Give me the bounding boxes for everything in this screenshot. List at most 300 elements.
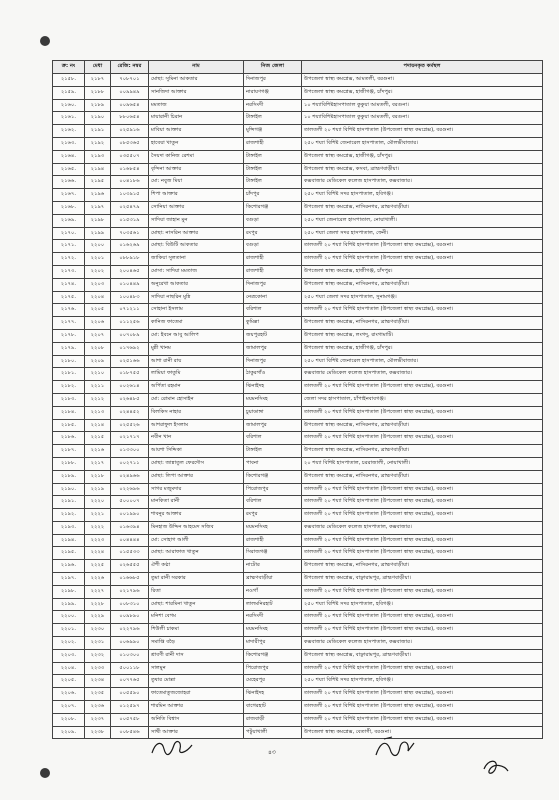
- cell-name: মোছা: শারমিনা খাতুন: [149, 598, 244, 611]
- table-row: [53, 265, 543, 278]
- cell-posting-place: তালতলী ২০ শয্যা বিশিষ্ট হাসপাতাল (উপজেলা স্বাস্থ্য কমপ্লেক্স), বরগুনা।: [302, 240, 543, 253]
- table-row: [53, 662, 543, 675]
- cell-name: অনুরেখা আকতার: [149, 278, 244, 291]
- cell-name: সানজিদা আক্তার: [149, 86, 244, 99]
- cell-home-district: নরসিংদী: [244, 99, 302, 112]
- cell-serial: ২১৬৬.: [53, 176, 85, 189]
- cell-merit: ২২৩৬: [85, 701, 111, 714]
- cell-serial: ২২০৩.: [53, 649, 85, 662]
- cell-merit: ২২৩৩: [85, 662, 111, 675]
- cell-merit: ২২৩৮: [85, 726, 111, 739]
- cell-posting-place: ২৫০ শয্যা বিশিষ্ট সদর হাসপাতাল, হবিগঞ্জ।: [302, 189, 543, 202]
- cell-name: সাদিয়া জাহান মুন: [149, 214, 244, 227]
- cell-merit: ২২০৩: [85, 278, 111, 291]
- header-merit: মেধা: [85, 61, 111, 74]
- cell-serial: ২১৭১.: [53, 240, 85, 253]
- cell-merit: ২২১৮: [85, 470, 111, 483]
- cell-serial: ২১৮৯.: [53, 470, 85, 483]
- table-row: [53, 432, 543, 445]
- cell-serial: ২২০০.: [53, 611, 85, 624]
- cell-name: আয়শা সিদ্দিকা: [149, 445, 244, 458]
- cell-merit: ২২১৭: [85, 457, 111, 470]
- cell-reg-no: ০১৩৩০০: [111, 445, 149, 458]
- cell-posting-place: কক্সবাজার মেডিকেল কলেজ হাসপাতাল, কক্সবাজার।: [302, 368, 543, 381]
- cell-merit: ২২২৫: [85, 560, 111, 573]
- cell-home-district: ব্রাহ্মণবাড়ীয়া: [244, 573, 302, 586]
- cell-reg-no: ০২২৭৯৬: [111, 624, 149, 637]
- cell-serial: ২২০২.: [53, 637, 85, 650]
- cell-posting-place: তালতলী ২০ শয্যা বিশিষ্ট হাসপাতাল (উপজেলা স্বাস্থ্য কমপ্লেক্স), বরগুনা।: [302, 125, 543, 138]
- cell-posting-place: উপজেলা স্বাস্থ্য কমপ্লেক্স, আমতলী, বরগুনা।: [302, 74, 543, 87]
- cell-serial: ২২০৬.: [53, 688, 85, 701]
- cell-serial: ২১৯৪.: [53, 534, 85, 547]
- cell-name: আশরাফুল ইসলাম: [149, 419, 244, 432]
- cell-posting-place: উপজেলা স্বাস্থ্য কমপ্লেক্স, লংগদু, রাংগামাটি।: [302, 329, 543, 342]
- cell-name: মুন্নী খানম: [149, 342, 244, 355]
- table-row: [53, 86, 543, 99]
- table-row: [53, 675, 543, 688]
- cell-merit: ২২০০: [85, 240, 111, 253]
- cell-home-district: রাজশাহী: [244, 253, 302, 266]
- cell-home-district: নেত্রকোনা: [244, 291, 302, 304]
- cell-merit: ২২০৬: [85, 317, 111, 330]
- table-header: [53, 61, 543, 74]
- cell-reg-no: ০১০৪৪৯: [111, 278, 149, 291]
- posting-roster-table: [52, 60, 543, 739]
- cell-serial: ২১৮৩.: [53, 393, 85, 406]
- cell-reg-no: ০১২৫৯৭: [111, 701, 149, 714]
- cell-posting-place: তালতলী ২০ শয্যা বিশিষ্ট হাসপাতাল (উপজেলা স্বাস্থ্য কমপ্লেক্স), বরগুনা।: [302, 611, 543, 624]
- cell-posting-place: উপজেলা স্বাস্থ্য কমপ্লেক্স, কসবা, ব্রাহ্মণবাড়ীয়া।: [302, 163, 543, 176]
- table-row: [53, 445, 543, 458]
- cell-reg-no: ০০৭৭৬৫: [111, 675, 149, 688]
- cell-merit: ২২২৩: [85, 534, 111, 547]
- cell-reg-no: ০১১২৫৬: [111, 317, 149, 330]
- cell-home-district: ময়মনসিংহ: [244, 393, 302, 406]
- table-row: [53, 393, 543, 406]
- cell-reg-no: ৭০৮৭০১: [111, 74, 149, 87]
- cell-name: মো: রোমান হোসাইন: [149, 393, 244, 406]
- cell-merit: ২২২৮: [85, 598, 111, 611]
- cell-merit: ২২২৪: [85, 547, 111, 560]
- table-row: [53, 726, 543, 739]
- cell-merit: ২১৯৮: [85, 214, 111, 227]
- cell-name: আশা রানী রায়: [149, 355, 244, 368]
- cell-merit: ২২০৪: [85, 291, 111, 304]
- table-row: [53, 406, 543, 419]
- cell-posting-place: তালতলী ২০ শয্যা বিশিষ্ট হাসপাতাল (উপজেলা স্বাস্থ্য কমপ্লেক্স), বরগুনা।: [302, 381, 543, 394]
- cell-reg-no: ০২৪৪৫২: [111, 406, 149, 419]
- table-row: [53, 137, 543, 150]
- cell-posting-place: উপজেলা স্বাস্থ্য কমপ্লেক্স, হাজীগঞ্জ, চাঁদপুর।: [302, 150, 543, 163]
- cell-home-district: রাজশাহী: [244, 137, 302, 150]
- cell-reg-no: ০১৭৬৯২: [111, 342, 149, 355]
- table-row: [53, 585, 543, 598]
- cell-home-district: পিরোজপুর: [244, 483, 302, 496]
- cell-name: তুষার মোল্লা: [149, 675, 244, 688]
- handwritten-mark: [478, 755, 514, 779]
- cell-posting-place: উপজেলা স্বাস্থ্য কমপ্লেক্স, নাসিরনগর, ব্রাহ্মণবাড়ীয়া।: [302, 278, 543, 291]
- cell-name: মাবিয়া আক্তার: [149, 125, 244, 138]
- cell-name: সোহানা ইসলাম: [149, 304, 244, 317]
- cell-merit: ২১৯৫: [85, 176, 111, 189]
- table-row: [53, 611, 543, 624]
- cell-name: মোছা: বিউটি আকতার: [149, 240, 244, 253]
- cell-posting-place: তালতলী ২০ শয্যা বিশিষ্ট হাসপাতাল (উপজেলা স্বাস্থ্য কমপ্লেক্স), বরগুনা।: [302, 304, 543, 317]
- cell-merit: ২২৩৪: [85, 675, 111, 688]
- cell-reg-no: ০০১৯৯০: [111, 509, 149, 522]
- cell-posting-place: কক্সবাজার মেডিকেল কলেজ হাসপাতাল, কক্সবাজার।: [302, 176, 543, 189]
- cell-posting-place: জেলা সদর হাসপাতাল, চাঁপাইনবাবগঞ্জ।: [302, 393, 543, 406]
- cell-posting-place: উপজেলা স্বাস্থ্য কমপ্লেক্স, বেতাগী, বরগুনা।: [302, 726, 543, 739]
- cell-posting-place: উপজেলা স্বাস্থ্য কমপ্লেক্স, নাসিরনগর, ব্রাহ্মণবাড়ীয়া।: [302, 419, 543, 432]
- table-row: [53, 368, 543, 381]
- cell-home-district: টাঙ্গাইল: [244, 150, 302, 163]
- table-row: [53, 304, 543, 317]
- cell-merit: ২১৯৬: [85, 189, 111, 202]
- cell-serial: ২১৭৯.: [53, 342, 85, 355]
- cell-home-district: মুন্সিগঞ্জ: [244, 125, 302, 138]
- table-row: [53, 457, 543, 470]
- cell-merit: ২২১৩: [85, 406, 111, 419]
- header-reg-no: রেজি: নম্বর: [111, 61, 149, 74]
- cell-name: মানকিতা রানী: [149, 496, 244, 509]
- cell-reg-no: ০০৯৮৯০: [111, 611, 149, 624]
- cell-posting-place: ২৫০ শয্যা জেনারেল হাসপাতাল, নোয়াখালী।: [302, 214, 543, 227]
- cell-merit: ২১৯৩: [85, 150, 111, 163]
- cell-name: সালমুন: [149, 662, 244, 675]
- cell-home-district: সিরাজগঞ্জ: [244, 547, 302, 560]
- cell-merit: ২২১৫: [85, 432, 111, 445]
- cell-serial: ২১৯৬.: [53, 560, 85, 573]
- cell-serial: ২১৯৯.: [53, 598, 85, 611]
- cell-home-district: ময়মনসিংহ: [244, 624, 302, 637]
- cell-serial: ২১৯৭.: [53, 573, 85, 586]
- header-serial: ক্র: নং: [53, 61, 85, 74]
- cell-merit: ২২২১: [85, 509, 111, 522]
- cell-name: মো: ইবনে আবু আলিপ: [149, 329, 244, 342]
- cell-merit: ২২০২: [85, 265, 111, 278]
- cell-serial: ২২০৮.: [53, 713, 85, 726]
- cell-reg-no: ০২৫৪৭৯: [111, 201, 149, 214]
- cell-merit: ২২২২: [85, 521, 111, 534]
- cell-name: শিউলী চাকমা: [149, 624, 244, 637]
- cell-merit: ২২২০: [85, 496, 111, 509]
- cell-serial: ২২০৯.: [53, 726, 85, 739]
- cell-reg-no: ৫০০১১৮: [111, 662, 149, 675]
- cell-serial: ২১৬৯.: [53, 214, 85, 227]
- table-row: [53, 419, 543, 432]
- cell-merit: ২১৯১: [85, 125, 111, 138]
- cell-serial: ২১৬২.: [53, 125, 85, 138]
- cell-name: ঐশী কণ্ঠা: [149, 560, 244, 573]
- table-row: [53, 201, 543, 214]
- cell-serial: ২১৬৭.: [53, 189, 85, 202]
- cell-merit: ২১৮৭: [85, 74, 111, 87]
- cell-home-district: বগুড়া: [244, 240, 302, 253]
- cell-merit: ২১৯২: [85, 137, 111, 150]
- cell-reg-no: ০০৮৫৪৬: [111, 726, 149, 739]
- cell-reg-no: ০৮৮৯১৮: [111, 253, 149, 266]
- cell-posting-place: ২৫০ শয্যা বিশিষ্ট জেনারেল হাসপাতাল, মৌলভীবাজার।: [302, 137, 543, 150]
- cell-posting-place: কক্সবাজার মেডিকেল কলেজ হাসপাতাল, কক্সবাজার।: [302, 637, 543, 650]
- cell-posting-place: উপজেলা স্বাস্থ্য কমপ্লেক্স, বাঞ্ছারামপুর, ব্রাহ্মণবাড়ীয়া।: [302, 649, 543, 662]
- cell-name: কানিজ ফাতেমা: [149, 317, 244, 330]
- cell-name: সোনিয়া আক্তার: [149, 201, 244, 214]
- cell-name: অর্পিতা রহমান: [149, 381, 244, 394]
- cell-serial: ২১৭৭.: [53, 317, 85, 330]
- cell-home-district: দিনাজপুর: [244, 278, 302, 291]
- cell-reg-no: ১০০৪৮৩: [111, 291, 149, 304]
- cell-name: মোসা: সাদিয়া মমতাজ: [149, 265, 244, 278]
- table-row: [53, 355, 543, 368]
- table-row: [53, 470, 543, 483]
- cell-name: ফাতেমাতুজজোহরা: [149, 688, 244, 701]
- cell-name: মমতাজ: [149, 99, 244, 112]
- cell-merit: ২২৩৫: [85, 688, 111, 701]
- table-body: [53, 74, 543, 739]
- cell-reg-no: ০২৬৫৫৫: [111, 560, 149, 573]
- cell-serial: ২১৮৫.: [53, 419, 85, 432]
- cell-name: মায়ারানী চিরান: [149, 112, 244, 125]
- table-row: [53, 701, 543, 714]
- cell-merit: ২১৯৯: [85, 227, 111, 240]
- cell-merit: ২১৯০: [85, 112, 111, 125]
- table-row: [53, 227, 543, 240]
- signature-right: [370, 735, 420, 765]
- cell-serial: ২১৬৪.: [53, 150, 85, 163]
- table-row: [53, 624, 543, 637]
- cell-serial: ২১৮০.: [53, 355, 85, 368]
- cell-posting-place: তালতলী ২০ শয্যা বিশিষ্ট হাসপাতাল (উপজেলা স্বাস্থ্য কমপ্লেক্স), বরগুনা।: [302, 585, 543, 598]
- cell-name: শিপা আক্তার: [149, 189, 244, 202]
- cell-merit: ২২১৬: [85, 445, 111, 458]
- cell-name: সাথী আক্তার: [149, 726, 244, 739]
- cell-merit: ২১৯৭: [85, 201, 111, 214]
- cell-reg-no: ০১৬২৬৯: [111, 240, 149, 253]
- cell-home-district: টাঙ্গাইল: [244, 163, 302, 176]
- cell-merit: ২১৮৯: [85, 99, 111, 112]
- cell-reg-no: ০১৫৩১৯: [111, 214, 149, 227]
- cell-reg-no: ০০২৬১৪: [111, 381, 149, 394]
- cell-posting-place: ২৫০ শয্যা বিশিষ্ট সদর হাসপাতাল, হবিগঞ্জ।: [302, 675, 543, 688]
- cell-home-district: দিনাজপুর: [244, 74, 302, 87]
- cell-merit: ২২২৬: [85, 573, 111, 586]
- cell-reg-no: ০২৫৫২৬: [111, 419, 149, 432]
- table-row: [53, 509, 543, 522]
- cell-posting-place: উপজেলা স্বাস্থ্য কমপ্লেক্স, বাঞ্ছারামপুর, ব্রাহ্মণবাড়ীয়া।: [302, 573, 543, 586]
- signature-left: [148, 735, 198, 761]
- cell-reg-no: ০২৪৯৬৬: [111, 470, 149, 483]
- table-row: [53, 547, 543, 560]
- cell-merit: ২২১৯: [85, 483, 111, 496]
- cell-reg-no: ০২৫১৬৬: [111, 355, 149, 368]
- cell-home-district: ঝিনাইদহ: [244, 381, 302, 394]
- cell-reg-no: ৭০৩৫৬১: [111, 227, 149, 240]
- cell-serial: ২১৭৩.: [53, 265, 85, 278]
- cell-posting-place: ২০ শয্যা বিশিষ্ট হাসপাতাল, চররাজালী, নোয়াখালী।: [302, 457, 543, 470]
- cell-home-district: নারায়ণগঞ্জ: [244, 86, 302, 99]
- cell-home-district: রংপুর: [244, 509, 302, 522]
- cell-reg-no: ০২৬৪৮৫: [111, 393, 149, 406]
- cell-posting-place: তালতলী ২০ শয্যা বিশিষ্ট হাসপাতাল (উপজেলা স্বাস্থ্য কমপ্লেক্স), বরগুনা।: [302, 662, 543, 675]
- punch-hole-top: [40, 36, 50, 46]
- cell-name: নবীন খান: [149, 432, 244, 445]
- cell-name: মিনহাজ উদ্দিন আহমেদ সজিব: [149, 521, 244, 534]
- cell-posting-place: তালতলী ২০ শয্যা বিশিষ্ট হাসপাতাল (উপজেলা স্বাস্থ্য কমপ্লেক্স), বরগুনা।: [302, 483, 543, 496]
- cell-serial: ২১৯০.: [53, 483, 85, 496]
- cell-reg-no: ০০৭০৮৯: [111, 329, 149, 342]
- cell-posting-place: উপজেলা স্বাস্থ্য কমপ্লেক্স, হাজীগঞ্জ, চাঁদপুর।: [302, 265, 543, 278]
- cell-merit: ২২৩১: [85, 637, 111, 650]
- cell-merit: ২২৩২: [85, 649, 111, 662]
- cell-name: মোছা: আরাফাত খাতুন: [149, 547, 244, 560]
- cell-reg-no: ০২২৬৯৬: [111, 483, 149, 496]
- cell-name: জাকিয়া সুলতানা: [149, 253, 244, 266]
- cell-serial: ২১৬৩.: [53, 137, 85, 150]
- cell-merit: ২২১২: [85, 393, 111, 406]
- cell-name: লামিয়া ফাতুমি: [149, 368, 244, 381]
- cell-home-district: চুয়াডাঙ্গা: [244, 406, 302, 419]
- cell-home-district: পটুয়াখালী: [244, 726, 302, 739]
- table-row: [53, 74, 543, 87]
- cell-reg-no: ০০৪১৮৬: [111, 176, 149, 189]
- table-row: [53, 342, 543, 355]
- cell-home-district: জয়পুরহাট: [244, 329, 302, 342]
- cell-home-district: নওগাঁ: [244, 585, 302, 598]
- cell-merit: ২২১১: [85, 381, 111, 394]
- cell-serial: ২১৭৬.: [53, 304, 85, 317]
- cell-posting-place: তালতলী ২০ শয্যা বিশিষ্ট হাসপাতাল (উপজেলা স্বাস্থ্য কমপ্লেক্স), বরগুনা।: [302, 432, 543, 445]
- cell-posting-place: উপজেলা স্বাস্থ্য কমপ্লেক্স, নাসিরনগর, ব্রাহ্মণবাড়ীয়া।: [302, 445, 543, 458]
- cell-serial: ২১৯১.: [53, 496, 85, 509]
- cell-home-district: পিরোজপুর: [244, 662, 302, 675]
- table-row: [53, 688, 543, 701]
- cell-reg-no: ০৭১২১১: [111, 304, 149, 317]
- cell-home-district: রংপুর: [244, 227, 302, 240]
- cell-name: বিলকিস নাহার: [149, 406, 244, 419]
- cell-reg-no: ০২৫৯১৬: [111, 125, 149, 138]
- header-name: নাম: [149, 61, 244, 74]
- cell-name: শাবনুর আক্তার: [149, 509, 244, 522]
- cell-reg-no: ০০৫৭৫৮: [111, 713, 149, 726]
- cell-home-district: বগুড়া: [244, 214, 302, 227]
- cell-name: মোছা: নাসরিন আক্তার: [149, 227, 244, 240]
- cell-reg-no: ০৩৫৫০৭: [111, 150, 149, 163]
- cell-name: শ্রাবণী রানী দাস: [149, 649, 244, 662]
- cell-posting-place: উপজেলা স্বাস্থ্য কমপ্লেক্স, হাজীগঞ্জ, চাঁদপুর।: [302, 86, 543, 99]
- cell-reg-no: ০৮৫৩৬৫: [111, 137, 149, 150]
- cell-posting-place: তালতলী ২০ শয্যা বিশিষ্ট হাসপাতাল (উপজেলা স্বাস্থ্য কমপ্লেক্স), বরগুনা।: [302, 406, 543, 419]
- cell-name: সাদিয়া নাছরিন মুন্নি: [149, 291, 244, 304]
- cell-posting-place: ২৫০ শয্যা জেলা সদর হাসপাতাল, ফেনী।: [302, 227, 543, 240]
- cell-serial: ২২০১.: [53, 624, 85, 637]
- cell-home-district: টাঙ্গাইল: [244, 112, 302, 125]
- cell-serial: ২১৯২.: [53, 509, 85, 522]
- cell-home-district: কিশোরগঞ্জ: [244, 470, 302, 483]
- cell-name: মনিশা বেগম: [149, 611, 244, 624]
- cell-posting-place: ২৫০ শয্যা জেলা সদর হাসপাতাল, সুনামগঞ্জ।: [302, 291, 543, 304]
- cell-home-district: চাঁদপুর: [244, 189, 302, 202]
- cell-home-district: টাঙ্গাইল: [244, 445, 302, 458]
- table-row: [53, 534, 543, 547]
- cell-home-district: বরিশাল: [244, 496, 302, 509]
- cell-reg-no: ২০০৪৬৫: [111, 265, 149, 278]
- table-row: [53, 214, 543, 227]
- cell-posting-place: ১০ শয্যাবিশিষ্টহাসপাতাল কুকুয়া আমতলী, বরগুনা।: [302, 112, 543, 125]
- cell-posting-place: কক্সবাজার মেডিকেল কলেজ হাসপাতাল, কক্সবাজার।: [302, 521, 543, 534]
- table-row: [53, 125, 543, 138]
- cell-serial: ২১৫৮.: [53, 74, 85, 87]
- cell-home-district: ঝিনাইদহ: [244, 688, 302, 701]
- cell-home-district: লালমনিরহাট: [244, 598, 302, 611]
- cell-serial: ২১৭৫.: [53, 291, 85, 304]
- table-row: [53, 637, 543, 650]
- cell-merit: ২২০৫: [85, 304, 111, 317]
- table-row: [53, 598, 543, 611]
- cell-name: তুমা রানী সরকার: [149, 573, 244, 586]
- table-row: [53, 240, 543, 253]
- table-row: [53, 150, 543, 163]
- cell-merit: ২২০৯: [85, 355, 111, 368]
- cell-home-district: মাদারীপুর: [244, 637, 302, 650]
- cell-posting-place: উপজেলা স্বাস্থ্য কমপ্লেক্স, নাসিরনগর, ব্রাহ্মণবাড়ীয়া।: [302, 560, 543, 573]
- cell-posting-place: উপজেলা স্বাস্থ্য কমপ্লেক্স, নাসিরনগর, ব্রাহ্মণবাড়ীয়া।: [302, 201, 543, 214]
- table-row: [53, 381, 543, 394]
- cell-posting-place: ২৫০ শয্যা বিশিষ্ট জেনারেল হাসপাতাল, মৌলভীবাজার।: [302, 355, 543, 368]
- cell-reg-no: ০০২৭১১: [111, 457, 149, 470]
- cell-serial: ২১৭৮.: [53, 329, 85, 342]
- cell-reg-no: ০২১৭১৭: [111, 432, 149, 445]
- cell-name: হাবেয়া খাতুন: [149, 137, 244, 150]
- cell-home-district: রাজবাড়ী: [244, 713, 302, 726]
- table-row: [53, 496, 543, 509]
- cell-home-district: কিশোরগঞ্জ: [244, 201, 302, 214]
- cell-name: মোছা: লিপা আক্তার: [149, 470, 244, 483]
- cell-reg-no: ০২১৭৯৬: [111, 585, 149, 598]
- cell-reg-no: ০০৫৫৯০: [111, 688, 149, 701]
- cell-posting-place: তালতলী ২০ শয্যা বিশিষ্ট হাসপাতাল (উপজেলা স্বাস্থ্য কমপ্লেক্স), বরগুনা।: [302, 509, 543, 522]
- cell-serial: ২১৭২.: [53, 253, 85, 266]
- cell-posting-place: তালতলী ২০ শয্যা বিশিষ্ট হাসপাতাল (উপজেলা স্বাস্থ্য কমপ্লেক্স), বরগুনা।: [302, 713, 543, 726]
- cell-serial: ২১৮৪.: [53, 406, 85, 419]
- cell-reg-no: ০১০৩০০: [111, 649, 149, 662]
- cell-serial: ২১৬০.: [53, 99, 85, 112]
- cell-serial: ২১৭০.: [53, 227, 85, 240]
- cell-reg-no: ১০৩৯১৫: [111, 189, 149, 202]
- cell-reg-no: ০১৬৬৮৫: [111, 573, 149, 586]
- cell-serial: ২১৫৯.: [53, 86, 85, 99]
- cell-serial: ২১৮৭.: [53, 445, 85, 458]
- cell-name: সাগর মজুমদার: [149, 483, 244, 496]
- cell-home-district: বাগেরহাট: [244, 701, 302, 714]
- cell-home-district: নরসিংদী: [244, 611, 302, 624]
- page-number: ৪৩: [268, 749, 276, 756]
- cell-serial: ২১৮৬.: [53, 432, 85, 445]
- cell-posting-place: উপজেলা স্বাস্থ্য কমপ্লেক্স, হাজীগঞ্জ, চাঁদপুর।: [302, 342, 543, 355]
- cell-serial: ২১৬১.: [53, 112, 85, 125]
- cell-name: সমাপ্তি বড়ৈ: [149, 637, 244, 650]
- cell-posting-place: ২৫০ শয্যা বিশিষ্ট সদর হাসপাতাল, হবিগঞ্জ।: [302, 598, 543, 611]
- cell-home-district: বরিশাল: [244, 304, 302, 317]
- table-row: [53, 99, 543, 112]
- table-row: [53, 291, 543, 304]
- cell-home-district: জামালপুর: [244, 419, 302, 432]
- cell-name: মোছা: সুমিনা আকতার: [149, 74, 244, 87]
- cell-name: শারমিন আক্তার: [149, 701, 244, 714]
- table-row: [53, 189, 543, 202]
- cell-merit: ২১৮৮: [85, 86, 111, 99]
